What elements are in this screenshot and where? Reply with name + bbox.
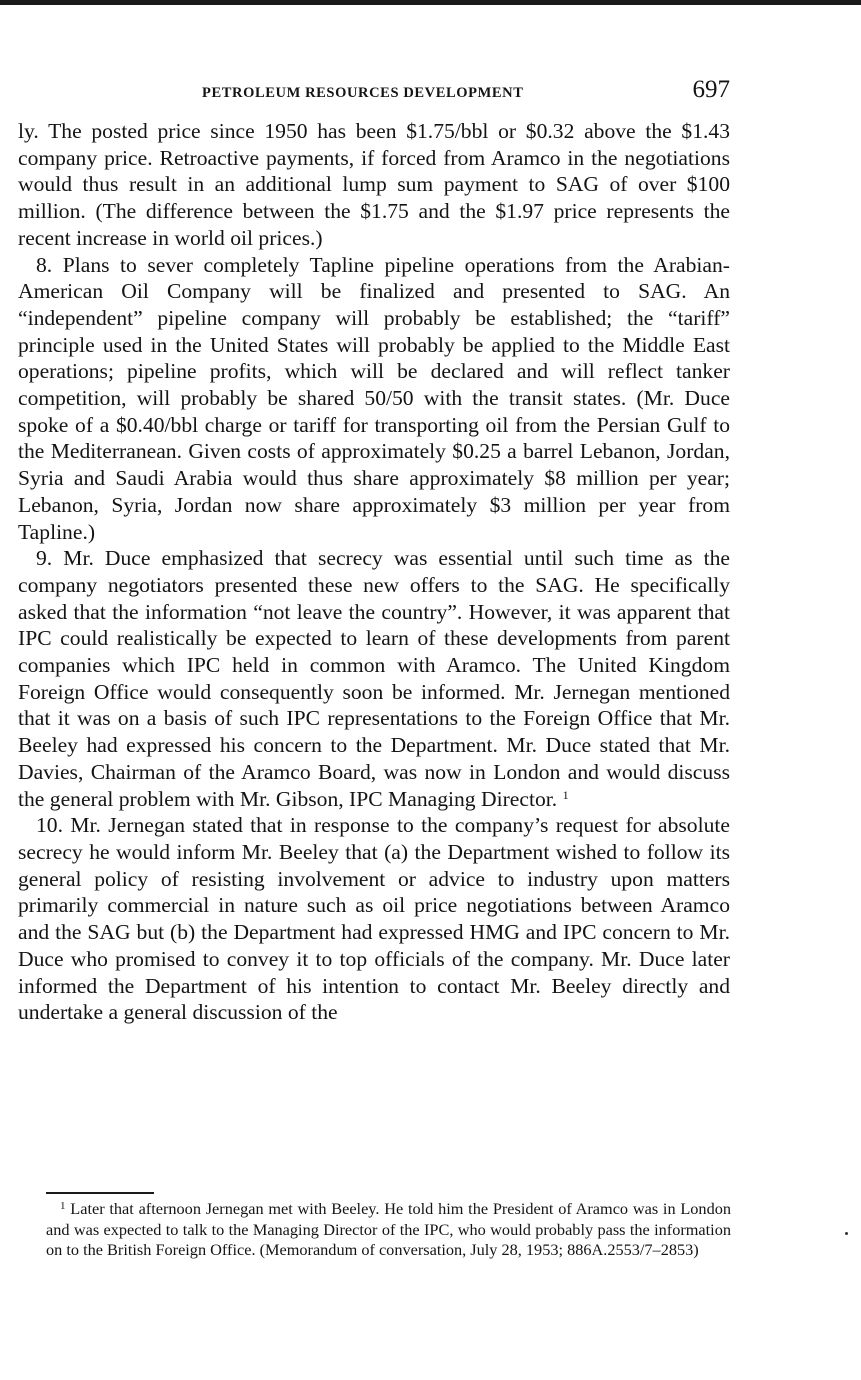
page-header (18, 72, 730, 106)
page-number: 697 (692, 76, 730, 103)
running-head: PETROLEUM RESOURCES DEVELOPMENT (202, 85, 524, 101)
scan-speck (845, 1232, 848, 1235)
footnote-rule (46, 1192, 154, 1194)
footnote-marker: 1 (60, 1200, 66, 1212)
body-text (18, 118, 730, 1026)
paragraph-8: 8. Plans to sever completely Tapline pipeline operations from the Arabian-American Oil Company will be finalized and presented to SAG. An “independent” pipeline company will probably be established; the “tariff” principle used in the United States will probably be applied to the Middle East operations; pipeline profits, which will be declared and will reflect tanker competition, will probably be shared 50/50 with the transit states. (Mr. Duce spoke of a $0.40/bbl charge or tariff for transporting oil from the Persian Gulf to the Mediterranean. Given costs of approximately $0.25 a barrel Lebanon, Jordan, Syria and Saudi Arabia would thus share approximately $8 million per year; Lebanon, Syria, Jordan now share approximately $3 million per year from Tapline.) (18, 252, 730, 544)
footnote-text: Later that afternoon Jernegan met with Beeley. He told him the President of Aramco was in London and was expected to talk to the Managing Director of the IPC, who would probably pass the information on to the British Foreign Office. (Memorandum of conversation, July 28, 1953; 886A.2553/7–2853) (46, 1199, 731, 1259)
paragraph-9-text: 9. Mr. Duce emphasized that secrecy was essential until such time as the company negotiators presented these new offers to the SAG. He specifically asked that the information “not leave the country”. However, it was apparent that IPC could realistically be expected to learn of these developments from parent companies which IPC held in common with Aramco. The United Kingdom Foreign Office would consequently soon be informed. Mr. Jernegan mentioned that it was on a basis of such IPC representations to the Foreign Office that Mr. Beeley had expressed his concern to the Department. Mr. Duce stated that Mr. Davies, Chairman of the Aramco Board, was now in London and would discuss the general problem with Mr. Gibson, IPC Managing Director. (18, 546, 730, 811)
footnote-reference: 1 (562, 787, 569, 802)
top-border-rule (0, 0, 861, 5)
paragraph-10: 10. Mr. Jernegan stated that in response to the company’s request for absolute secrecy he would inform Mr. Beeley that (a) the Department wished to follow its general policy of resisting involvement or advice to industry upon matters primarily commercial in nature such as oil price negotiations between Aramco and the SAG but (b) the Department had expressed HMG and IPC concern to Mr. Duce who promised to convey it to top officials of the company. Mr. Duce later informed the Department of his intention to contact Mr. Beeley directly and undertake a general discussion of the (18, 813, 730, 1025)
footnote (46, 1199, 731, 1261)
paragraph-9 (18, 545, 730, 812)
paragraph-continuation: ly. The posted price since 1950 has been $1.75/bbl or $0.32 above the $1.43 company price. Retroactive payments, if forced from Aramco in the negotiations would thus result in an additional lump sum payment to SAG of over $100 million. (The difference between the $1.75 and the $1.97 price represents the recent increase in world oil prices.) (18, 119, 730, 250)
